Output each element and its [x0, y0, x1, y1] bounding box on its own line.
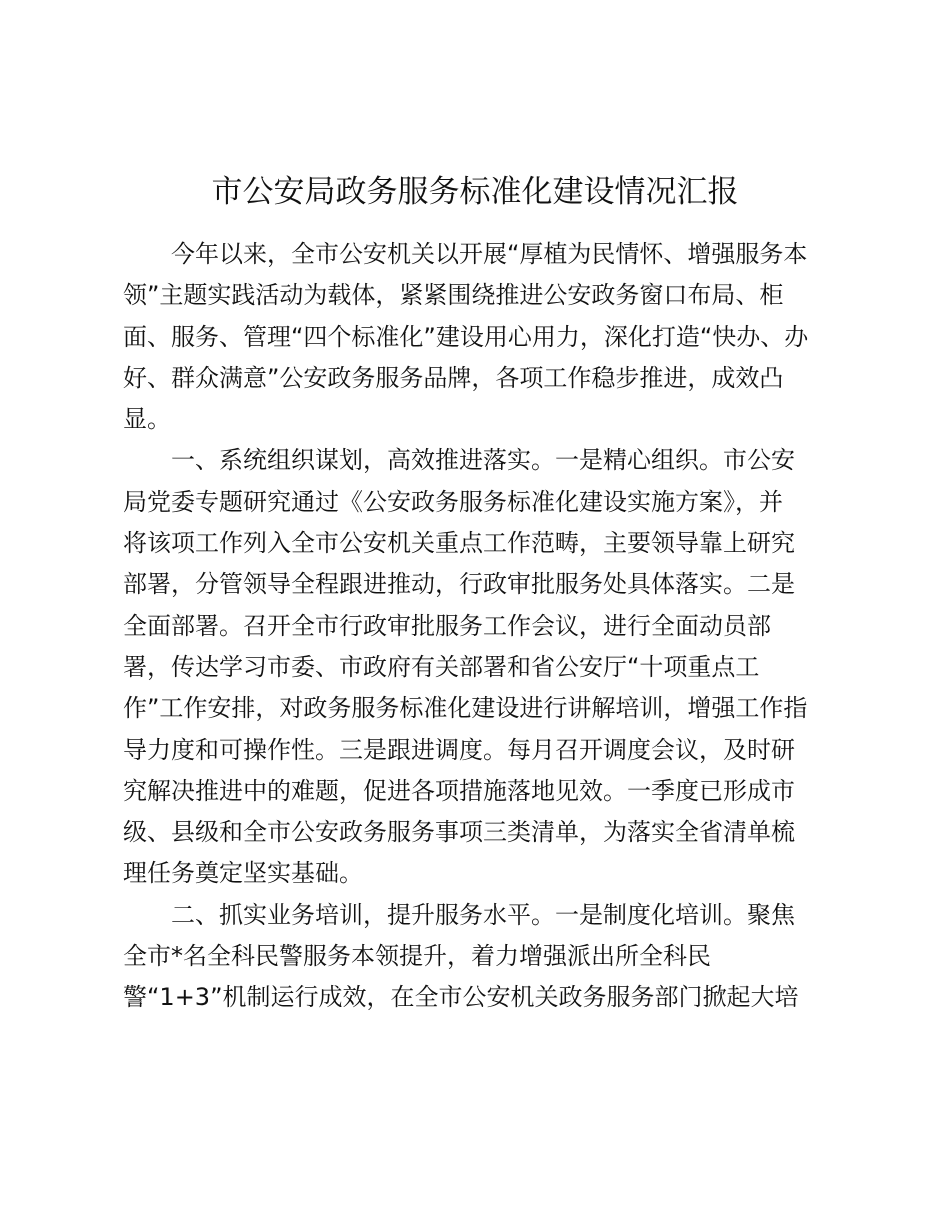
text-line: 署，传达学习市委、市政府有关部署和省公安厅“十项重点工 [123, 652, 760, 681]
text-line: 究解决推进中的难题，促进各项措施落地见效。一季度已形成市 [123, 776, 795, 805]
paragraph-section-1 [123, 440, 839, 894]
text-line: 理任务奠定坚实基础。 [123, 859, 363, 888]
text-line: 显。 [123, 405, 171, 434]
text-line: 级、县级和全市公安政务服务事项三类清单，为落实全省清单梳 [123, 818, 795, 847]
document-title: 市公安局政务服务标准化建设情况汇报 [211, 174, 739, 210]
text-line: 将该项工作列入全市公安机关重点工作范畴，主要领导靠上研究 [123, 529, 795, 558]
paragraph-intro [123, 234, 839, 440]
text-line: 一、系统组织谋划，高效推进落实。一是精心组织。市公安 [171, 446, 795, 475]
text-line: 面、服务、管理“四个标准化”建设用心用力，深化打造“快办、办 [123, 322, 809, 351]
text-line: 今年以来，全市公安机关以开展“厚植为民情怀、增强服务本 [171, 240, 808, 268]
text-line: 部署，分管领导全程跟进推动，行政审批服务处具体落实。二是 [123, 570, 795, 599]
paragraph-section-2 [123, 895, 839, 1019]
text-line: 好、群众满意”公安政务服务品牌，各项工作稳步推进，成效凸 [123, 363, 784, 392]
text-line: 全面部署。召开全市行政审批服务工作会议，进行全面动员部 [123, 611, 771, 640]
document-body [123, 234, 839, 1019]
text-line: 作”工作安排，对政务服务标准化建设进行讲解培训，增强工作指 [123, 694, 808, 723]
text-line: 全市*名全科民警服务本领提升，着力增强派出所全科民 [123, 942, 711, 971]
text-line: 警“1+3”机制运行成效，在全市公安机关政务服务部门掀起大培 [123, 983, 799, 1012]
text-line: 导力度和可操作性。三是跟进调度。每月召开调度会议，及时研 [123, 735, 795, 764]
text-line: 局党委专题研究通过《公安政务服务标准化建设实施方案》，并 [123, 487, 783, 516]
text-line: 二、抓实业务培训，提升服务水平。一是制度化培训。聚焦 [171, 900, 795, 929]
text-line: 领”主题实践活动为载体，紧紧围绕推进公安政务窗口布局、柜 [123, 281, 784, 310]
